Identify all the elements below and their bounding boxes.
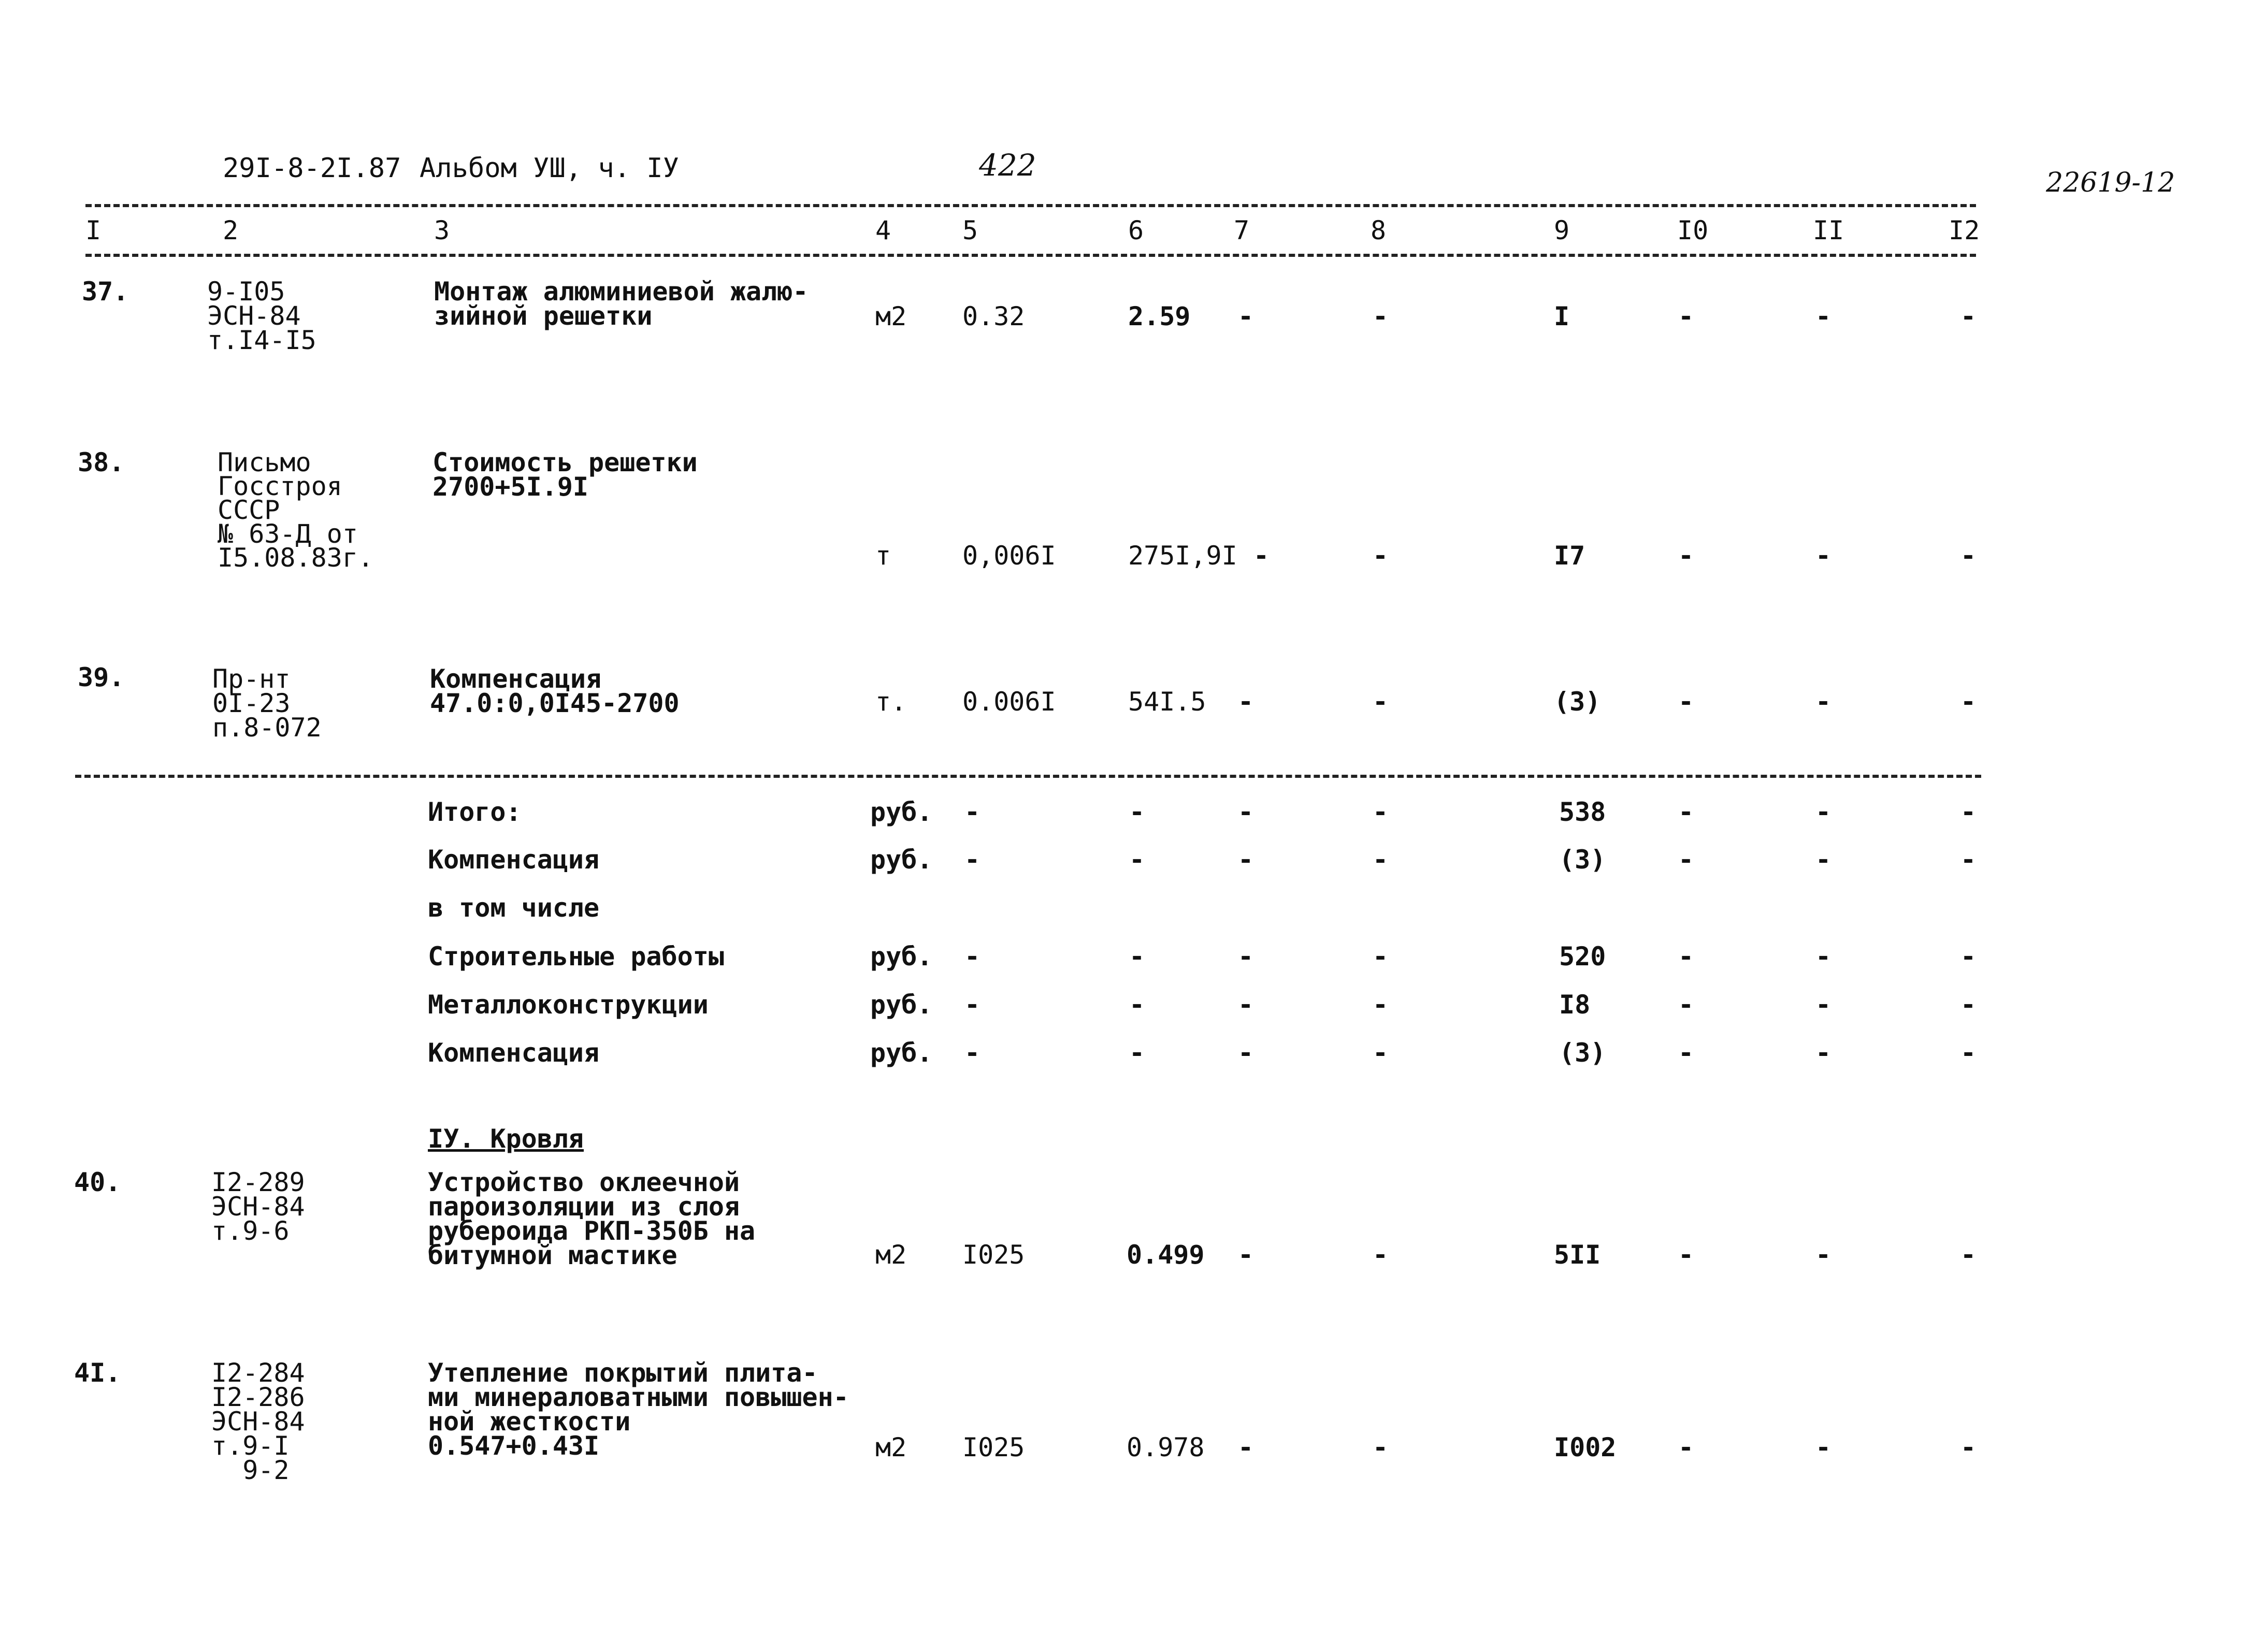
col-header-10: I0 (1677, 215, 1709, 245)
col-7-value: - (1253, 541, 1270, 571)
col-12-value: - (1960, 1432, 1977, 1462)
col-5-value: - (964, 1038, 980, 1068)
col-12-value: - (1960, 990, 1977, 1020)
col-header-1: I (85, 215, 102, 245)
album-label: Альбом УШ, ч. IУ (420, 153, 679, 184)
col-5-value: - (964, 845, 980, 875)
unit-cost: 2.59 (1128, 301, 1191, 331)
col-10-value: - (1678, 845, 1694, 875)
col-8-value: - (1373, 541, 1389, 571)
col-11-value: - (1815, 941, 1832, 972)
row-number: 38. (78, 447, 125, 477)
work-description: Утепление покрытий плита- ми минераловатными повышен- ной жесткости 0.547+0.43I (428, 1358, 849, 1461)
col-12-value: - (1960, 845, 1977, 875)
col-10-value: - (1678, 1432, 1694, 1462)
row-number: 4I. (74, 1358, 121, 1388)
quantity: 0,006I (962, 541, 1056, 571)
unit: руб. (870, 797, 933, 827)
col-11-value: - (1815, 1240, 1832, 1270)
quantity: 0.006I (962, 687, 1056, 717)
doc-code: 29I-8-2I.87 (223, 153, 401, 184)
col-11-value: - (1815, 797, 1832, 827)
unit: руб. (870, 1038, 933, 1068)
col-header-8: 8 (1371, 215, 1387, 245)
section-title: IУ. Кровля (428, 1124, 584, 1154)
norm-reference: Письмо Госстроя СССР № 63-Д от I5.08.83г. (218, 447, 374, 573)
total-cost: I002 (1554, 1432, 1617, 1462)
quantity: 0.32 (962, 301, 1025, 331)
total-cost: I8 (1559, 990, 1591, 1020)
norm-reference: I2-284 I2-286 ЭСН-84 т.9-I 9-2 (211, 1358, 305, 1485)
col-5-value: - (964, 990, 980, 1020)
col-10-value: - (1678, 687, 1694, 717)
work-description: Монтаж алюминиевой жалю- зийной решетки (434, 277, 809, 331)
col-8-value: - (1373, 797, 1389, 827)
including-label: в том числе (428, 893, 600, 923)
quantity: I025 (962, 1240, 1025, 1270)
total-cost: I (1554, 301, 1570, 331)
col-7-value: - (1238, 687, 1254, 717)
col-header-12: I2 (1949, 215, 1980, 245)
col-12-value: - (1960, 797, 1977, 827)
norm-reference: Пр-нт 0I-23 п.8-072 (212, 664, 322, 743)
col-7-value: - (1238, 845, 1254, 875)
row-number: 37. (82, 277, 129, 307)
col-7-value: - (1238, 990, 1254, 1020)
total-cost: I7 (1554, 541, 1585, 571)
col-7-value: - (1238, 797, 1254, 827)
col-10-value: - (1678, 541, 1694, 571)
col-5-value: - (964, 797, 980, 827)
unit: м2 (875, 1432, 907, 1462)
col-12-value: - (1960, 941, 1977, 972)
unit-cost: 0.499 (1127, 1240, 1205, 1270)
col-11-value: - (1815, 301, 1832, 331)
col-8-value: - (1373, 1432, 1389, 1462)
col-6-value: - (1129, 845, 1145, 875)
col-8-value: - (1373, 941, 1389, 972)
col-8-value: - (1373, 687, 1389, 717)
totals-separator-rule (75, 775, 1981, 778)
norm-reference: 9-I05 ЭСН-84 т.I4-I5 (207, 277, 316, 355)
unit: руб. (870, 845, 933, 875)
unit: т. (875, 687, 907, 717)
col-7-value: - (1238, 301, 1254, 331)
unit: руб. (870, 941, 933, 972)
col-6-value: - (1129, 1038, 1145, 1068)
header-bottom-rule (85, 254, 1976, 257)
row-number: 40. (74, 1167, 121, 1197)
col-11-value: - (1815, 687, 1832, 717)
total-cost: 538 (1559, 797, 1606, 827)
col-6-value: - (1129, 990, 1145, 1020)
col-header-3: 3 (434, 215, 450, 245)
col-8-value: - (1373, 1038, 1389, 1068)
col-10-value: - (1678, 301, 1694, 331)
col-8-value: - (1373, 990, 1389, 1020)
col-12-value: - (1960, 301, 1977, 331)
col-10-value: - (1678, 941, 1694, 972)
unit: т (875, 541, 891, 571)
total-cost: 520 (1559, 941, 1606, 972)
unit-cost: 275I,9I (1128, 541, 1237, 571)
work-description: Устройство оклеечной пароизоляции из слоя рубероида РКП-350Б на битумной мастике (428, 1167, 756, 1270)
col-7-value: - (1238, 1432, 1254, 1462)
col-10-value: - (1678, 797, 1694, 827)
col-6-value: - (1129, 797, 1145, 827)
header-top-rule (85, 204, 1976, 207)
col-header-5: 5 (962, 215, 978, 245)
row-number: 39. (78, 662, 125, 692)
unit-cost: 54I.5 (1128, 687, 1206, 717)
col-12-value: - (1960, 541, 1977, 571)
document-number: 22619-12 (2046, 167, 2175, 198)
col-7-value: - (1238, 941, 1254, 972)
col-7-value: - (1238, 1038, 1254, 1068)
col-10-value: - (1678, 1038, 1694, 1068)
quantity: I025 (962, 1432, 1025, 1462)
col-8-value: - (1373, 1240, 1389, 1270)
col-10-value: - (1678, 990, 1694, 1020)
total-cost: (3) (1559, 1038, 1606, 1068)
total-label: Металлоконструкции (428, 990, 709, 1020)
col-6-value: - (1129, 941, 1145, 972)
total-cost: (3) (1554, 687, 1601, 717)
col-header-7: 7 (1234, 215, 1250, 245)
col-11-value: - (1815, 845, 1832, 875)
col-header-2: 2 (223, 215, 239, 245)
col-header-6: 6 (1128, 215, 1144, 245)
col-8-value: - (1373, 301, 1389, 331)
col-header-4: 4 (875, 215, 891, 245)
col-header-9: 9 (1554, 215, 1570, 245)
unit: руб. (870, 990, 933, 1020)
col-5-value: - (964, 941, 980, 972)
unit: м2 (875, 1240, 907, 1270)
work-description: Компенсация 47.0:0,0I45-2700 (430, 664, 680, 718)
col-8-value: - (1373, 845, 1389, 875)
col-11-value: - (1815, 990, 1832, 1020)
page-number: 422 (979, 148, 1036, 183)
col-12-value: - (1960, 1038, 1977, 1068)
col-header-11: II (1813, 215, 1844, 245)
total-label: Строительные работы (428, 941, 724, 972)
work-description: Стоимость решетки 2700+5I.9I (432, 447, 698, 502)
col-12-value: - (1960, 687, 1977, 717)
col-10-value: - (1678, 1240, 1694, 1270)
unit-cost: 0.978 (1127, 1432, 1205, 1462)
unit: м2 (875, 301, 907, 331)
col-11-value: - (1815, 541, 1832, 571)
total-label: Компенсация (428, 1038, 600, 1068)
total-cost: 5II (1554, 1240, 1601, 1270)
col-11-value: - (1815, 1432, 1832, 1462)
total-label: Компенсация (428, 845, 600, 875)
col-11-value: - (1815, 1038, 1832, 1068)
col-12-value: - (1960, 1240, 1977, 1270)
total-label: Итого: (428, 797, 522, 827)
col-7-value: - (1238, 1240, 1254, 1270)
norm-reference: I2-289 ЭСН-84 т.9-6 (211, 1167, 305, 1246)
total-cost: (3) (1559, 845, 1606, 875)
